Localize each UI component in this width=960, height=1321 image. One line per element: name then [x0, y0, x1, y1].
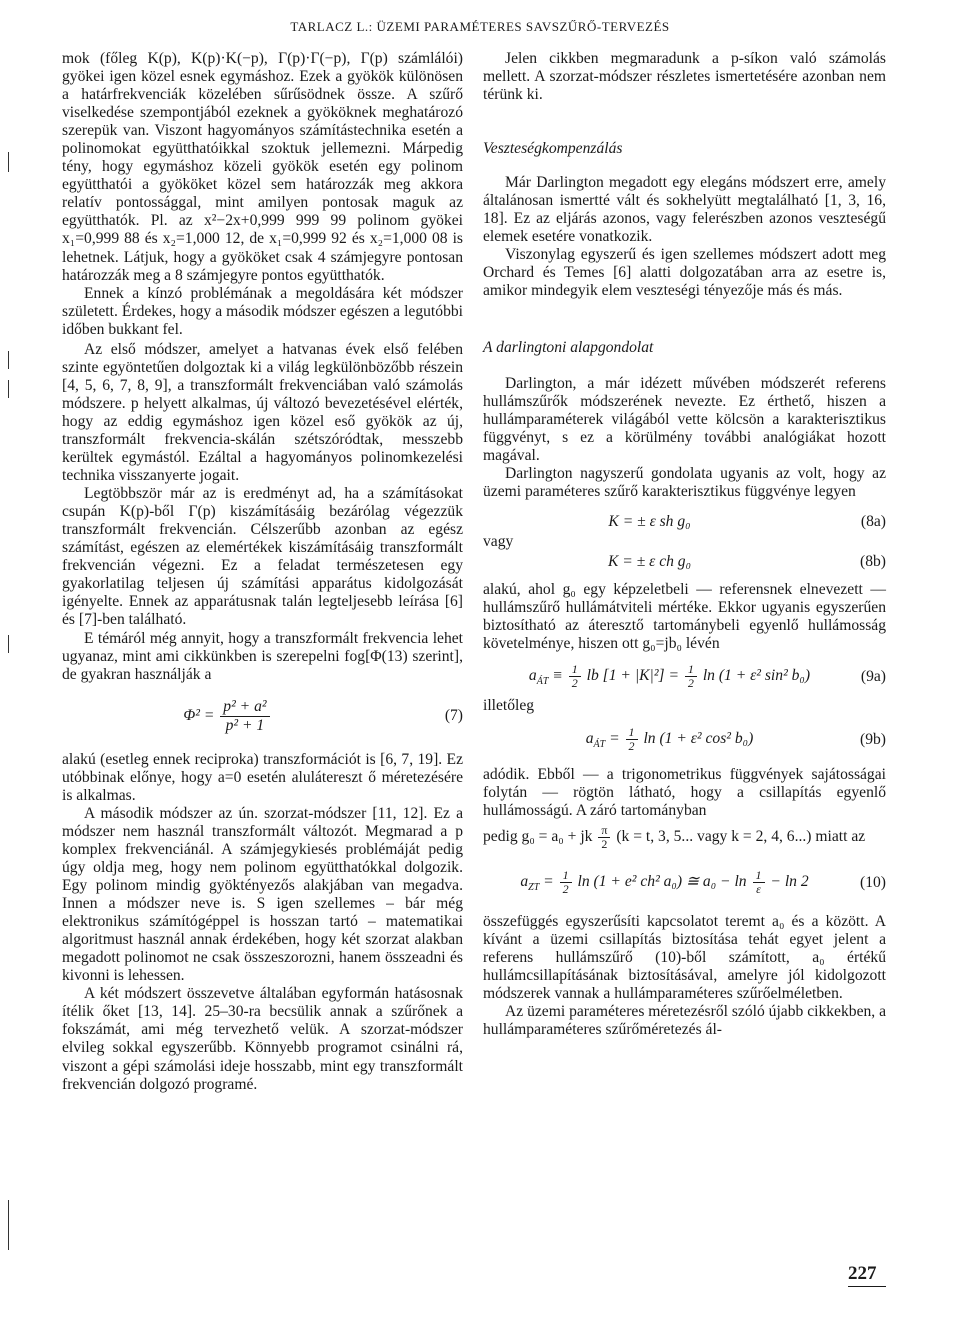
- paragraph: Már Darlington megadott egy elegáns módszert erre, amely általánosan ismertté vált és sokhelyütt megtalálható [1, 3, 16, 18]. Ez az eljárás azonos, vagy felerészben azonos veszteségű elemek esetére vonatkozik.: [483, 174, 886, 246]
- expression: ln (1 + ε² cos² b₀): [643, 729, 754, 747]
- paragraph: Viszonylag egyszerű és igen szellemes módszert adott meg Orchard és Temes [6] alatti dolgozatában arra az esetre is, amikor mindegyik elem veszteségi tényezője más és más.: [483, 246, 886, 300]
- paragraph: Legtöbbször már az is eredményt ad, ha a számításokat csupán K(p)-ből Γ(p) kiszámításáig bezárólag végezzük transzformált frekvencián. Célszerűbb azonban az egész számítást, egészen az elemértékek kiszámításáig transzformált frekvencián végezni. Ez a feladat természetesen egy gyakorlatilag teljesen új számítási apparátus kidolgozását igényelte. Ennek az apparátusnak talán legteljesebb leírása [6] és [7]-ben található.: [62, 485, 463, 629]
- fraction-denominator: 2: [571, 676, 578, 691]
- paragraph: Darlington, a már idézett művében módszerét referens hullámszűrők módszerének nevezte. Ez érthető, hiszen a hullámparaméterek világából vette kölcsön a karakterisztikus függvényt, s ez a körülmény további analógiákat hozott magával.: [483, 374, 886, 464]
- operator: =: [543, 872, 554, 890]
- expression: lb [1 + |K|²] =: [586, 667, 679, 685]
- paragraph: Jelen cikkben megmaradunk a p-síkon való számolás mellett. A szorzat-módszer részletes ismertetésére azonban nem térünk ki.: [483, 50, 886, 104]
- paragraph: A két módszert összevetve általában egyformán hatásosnak ítélik őket [13, 14]. 25–30-ra becsülik annak a szűrőnek a fokszámát, ami még tervezhető velük. A szorzat-módszer elvileg sokkal egyszerűbb. Könnyebb programot csinálni rá, viszont a gépi számolási ideje hosszabb, mint egy transzformált frekvencián dolgozó programé.: [62, 985, 463, 1093]
- fraction: [753, 869, 765, 896]
- left-column: [62, 50, 463, 1094]
- symbol: a: [585, 729, 594, 747]
- paragraph: E témáról még annyit, hogy a transzformált frekvencia lehet ugyanaz, mint ami cikkünkben is szerepelni fog[Φ(13) szerint], de gyakran használják a: [62, 629, 463, 683]
- subscript: ZT: [528, 882, 540, 894]
- section-title: A darlingtoni alapgondolat: [483, 338, 654, 356]
- subscript: ÁT: [536, 676, 549, 688]
- symbol: a: [528, 667, 537, 685]
- fraction-numerator: 1: [685, 663, 697, 677]
- page-number: 227: [848, 1263, 877, 1284]
- expression: ln (1 + e² ch² a₀) ≅ a₀ − ln: [577, 872, 747, 890]
- operator: ≡: [552, 667, 563, 685]
- page-number-rule: [848, 1286, 886, 1287]
- fraction: [626, 726, 638, 753]
- fraction-numerator: 1: [560, 869, 572, 883]
- fraction-denominator: 2: [601, 836, 608, 851]
- equation-10: [483, 869, 886, 897]
- equation-number: (9a): [860, 668, 886, 686]
- fraction: [220, 698, 269, 735]
- margin-mark: [8, 351, 9, 369]
- fraction-denominator: ε: [756, 881, 761, 896]
- fraction: [569, 663, 581, 690]
- operator: =: [609, 729, 620, 747]
- section-title: Veszteségkompenzálás: [483, 140, 623, 158]
- fraction: [685, 663, 697, 690]
- margin-mark: [8, 635, 9, 653]
- fraction-denominator: 2: [628, 738, 635, 753]
- equation-number: (8a): [860, 512, 886, 530]
- connector-word: vagy: [483, 532, 514, 550]
- fraction-denominator: 2: [562, 881, 569, 896]
- paragraph: összefüggés egyszerűsíti kapcsolatot teremt a₀ és a között. A kívánt a üzemi csillapítás biztosítása tehát egyet jelent a referens hullámszűrő (10)-ből számított, a₀ értékű hullámcsillapításának biztosításával, amelyre jól kidolgozott módszerek vannak a hullámparaméteres szűrőelméletben.: [483, 913, 886, 1003]
- margin-mark: [8, 1200, 9, 1250]
- paragraph: Az első módszer, amelyet a hatvanas évek első felében szinte egyöntetűen dolgoztak ki a világ legkülönbözőbb részein [4, 5, 6, 7, 8, 9], a transzformált frekvenciában való számolás módszere. p helyett alkalmas, új változó bevezetésével elérték, hogy az eddig egymáshoz igen közel eső gyökök az új, transzformált frekvencia-skálán szétszóródtak, messzebb kerültek egymástól. Ezáltal a hagyományos polinomkezelési technika visszanyerte jogait.: [62, 340, 463, 485]
- paragraph: adódik. Ebből — a trigonometrikus függvények sajátosságai folytán — rögtön látható, hogy a csillapítás egyenlő hullámosságú. A záró tartományban: [483, 765, 886, 819]
- equation-8b: [483, 553, 886, 571]
- paragraph: mok (főleg K(p), K(p)·K(−p), Γ(p)·Γ(−p), Γ(p) számlálói) gyökei igen közel esnek egymáshoz. Ezek a gyökök különösen a határfrekvenciák közelében sűrűsödnek össze. A szűrő viselkedése szempontjából ezeknek a gyököknek meghatározó szerepük van. Viszont hagyományos számítástechnika esetén a polinomokat együtthatóikkal szoktuk jellemezni. Márpedig tény, hogy egymáshoz közeli gyökök esetén egy polinom együtthatói a gyököket közel sem határozzák meg akkora relatív pontossággal, mint amilyen pontosak maguk az együtthatók. Pl. az x²−2x+0,999 999 99 polinom gyökei x₁=0,999 88 és x₂=1,000 12, de x₁=0,999 92 és x₂=1,000 08 is lehetnek. Látjuk, hogy a gyököket csak 4 számjegyre pontosan határozzák meg a 8 számjegyre pontos együtthatók.: [62, 50, 463, 284]
- paragraph: Ennek a kínzó problémának a megoldására két módszer született. Érdekes, hogy a második módszer egészen a legutóbbi időben bukkant fel.: [62, 284, 463, 338]
- equation-9a: [483, 663, 886, 691]
- symbol: a: [520, 872, 529, 890]
- equation-body: K = ± ε sh g₀: [608, 512, 691, 530]
- margin-mark: [8, 380, 9, 398]
- fraction-numerator: π: [598, 824, 610, 838]
- fraction-numerator: 1: [569, 663, 581, 677]
- fraction: [560, 869, 572, 896]
- paragraph: Darlington nagyszerű gondolata ugyanis az volt, hogy az üzemi paraméteres szűrő karakterisztikus függvénye legyen: [483, 464, 886, 500]
- fraction-numerator: 1: [753, 869, 765, 883]
- equation-7: [62, 698, 463, 735]
- equation-number: (8b): [860, 552, 886, 570]
- equation-number: (7): [444, 707, 463, 725]
- paragraph: [483, 824, 886, 851]
- expression: − ln 2: [770, 872, 809, 890]
- running-header: TARLACZ L.: ÜZEMI PARAMÉTERES SAVSZŰRŐ-TERVEZÉS: [290, 19, 670, 34]
- text-run: pedig g₀ = a₀ + jk: [483, 827, 593, 845]
- paragraph: A második módszer az ún. szorzat-módszer [11, 12]. Ez a módszer nem használ transzformált változót. Megmarad a p komplex frekvenciánál. A számjegykiesés problémáját pedig úgy oldja meg, hogy nem polinom együtthatókkal dolgozik. Egy polinom mindig gyöktényezős alakjában van megadva. Innen a módszer neve is. S igen szellemes – bár még elektronikus számítógéppel is hosszan tartó – matematikai algoritmust használ annak érdekében, hogy két szorzat alakban megadott polinomot ne csak összeszorozni, hanem összeadni és kivonni is lehessen.: [62, 804, 463, 985]
- text-run: (k = t, 3, 5... vagy k = 2, 4, 6...) miatt az: [616, 827, 866, 845]
- fraction-numerator: 1: [626, 726, 638, 740]
- margin-mark: [8, 152, 9, 172]
- equation-lhs: Φ² =: [183, 706, 215, 724]
- fraction-denominator: 2: [687, 676, 694, 691]
- equation-body: K = ± ε ch g₀: [607, 552, 692, 570]
- equation-8a: [483, 513, 886, 531]
- connector-word: illetőleg: [483, 697, 535, 715]
- paragraph: alakú, ahol g₀ egy képzeletbeli — referensnek elnevezett — hullámszűrő hullámátviteli mértéke. Ekkor ugyanis egyszerűen biztosítható az áteresztő tartománybeli egyenlő hullámosság követelménye, hiszen ott g₀=jb₀ lévén: [483, 581, 886, 653]
- fraction-numerator: p² + a²: [220, 698, 269, 717]
- equation-number: (10): [860, 873, 886, 891]
- fraction-denominator: p² + 1: [225, 716, 265, 734]
- equation-9b: [483, 726, 886, 754]
- subscript: ÁT: [593, 738, 606, 750]
- expression: ln (1 + ε² sin² b₀): [702, 667, 811, 685]
- paragraph: Az üzemi paraméteres méretezésről szóló újabb cikkekben, a hullámparaméteres szűrőméretezés ál-: [483, 1003, 887, 1039]
- fraction: [598, 824, 610, 851]
- paragraph: alakú (esetleg ennek reciproka) transzformációt is [6, 7, 19]. Ez utóbbinak előnye, hogy a=0 esetén alulátereszt ő méretezésére is alkalmas.: [62, 750, 463, 804]
- right-column: [483, 50, 886, 1039]
- equation-number: (9b): [860, 730, 886, 748]
